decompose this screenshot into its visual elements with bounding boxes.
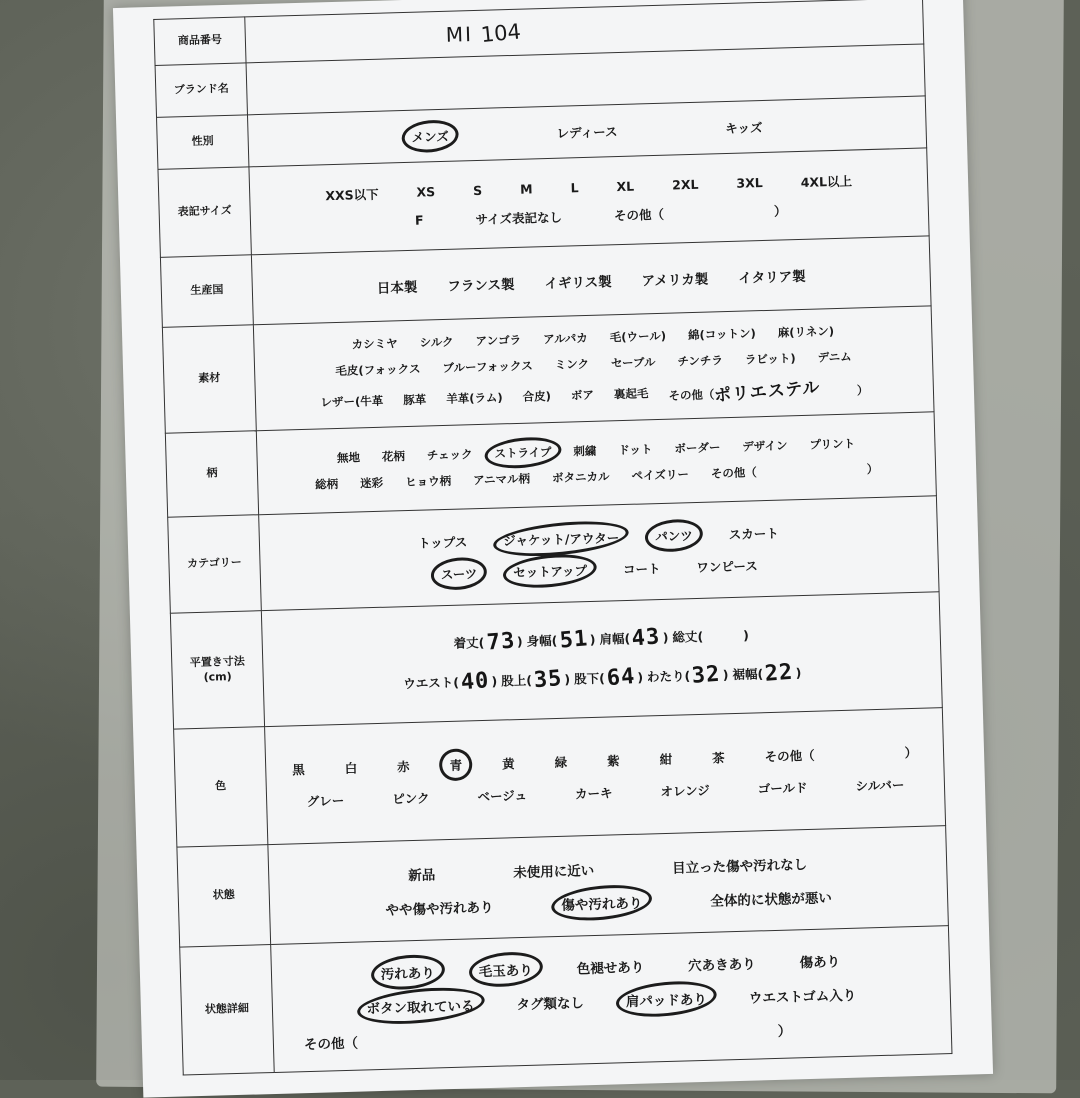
measure-body-width: 身幅 ( 51 ) xyxy=(526,625,596,654)
material-chinchilla: チンチラ xyxy=(677,353,724,369)
row-condition-detail xyxy=(180,926,952,1075)
pattern-border: ボーダー xyxy=(674,439,721,456)
category-suit: スーツ xyxy=(437,562,482,585)
color-gold: ゴールド xyxy=(757,779,808,796)
product-form-table xyxy=(153,0,952,1076)
color-black: 黒 xyxy=(291,761,305,777)
color-khaki: カーキ xyxy=(574,784,613,801)
detail-other: その他（） xyxy=(303,1023,792,1053)
country-usa: アメリカ製 xyxy=(641,271,709,289)
measure-length: 着丈 ( 73 ) xyxy=(453,627,523,656)
color-gray: グレー xyxy=(306,792,345,809)
category-pants: パンツ xyxy=(651,523,697,546)
measure-inseam: 股下 ( 64 ) xyxy=(573,663,644,691)
pattern-other: その他（ ） xyxy=(710,461,879,481)
color-blue: 青 xyxy=(445,753,466,776)
detail-no-tags: タグ類なし xyxy=(516,994,585,1013)
material-brushed: 裏起毛 xyxy=(613,385,649,401)
category-skirt: スカート xyxy=(728,525,779,542)
pattern-camo: 迷彩 xyxy=(359,475,384,490)
pattern-dot: ドット xyxy=(618,441,653,457)
measurement-values xyxy=(261,592,942,727)
category-options xyxy=(259,496,939,611)
detail-elastic-waist: ウエストゴム入り xyxy=(748,987,857,1007)
measure-waist: ウエスト ( 40 ) xyxy=(403,667,498,695)
country-france: フランス製 xyxy=(447,276,515,295)
pattern-embroidery: 刺繍 xyxy=(573,443,597,458)
label-color: 色 xyxy=(174,727,268,847)
detail-fading: 色褪せあり xyxy=(576,959,645,978)
color-silver: シルバー xyxy=(855,776,905,794)
label-gender: 性別 xyxy=(157,115,249,170)
pattern-all-over: 総柄 xyxy=(314,476,339,492)
condition-like-new: 未使用に近い xyxy=(513,862,595,881)
detail-holes: 穴あきあり xyxy=(687,956,756,974)
color-brown: 茶 xyxy=(711,749,725,766)
color-purple: 紫 xyxy=(606,752,620,769)
detail-stains: 汚れあり xyxy=(376,959,439,985)
product-number-printed: MI xyxy=(445,21,474,47)
condition-no-damage: 目立った傷や汚れなし xyxy=(671,856,808,877)
measure-rise: 股上 ( 35 ) xyxy=(500,665,571,693)
size-other: その他（ ） xyxy=(613,202,787,223)
condition-slight-damage: やや傷や汚れあり xyxy=(385,899,494,919)
pattern-design: デザイン xyxy=(742,437,788,454)
pattern-stripe: ストライプ xyxy=(490,441,555,463)
color-other: その他（ ） xyxy=(764,744,918,764)
size-f: F xyxy=(414,212,424,228)
option-ladies: レディース xyxy=(556,123,618,141)
color-pink: ピンク xyxy=(392,790,430,807)
category-onepiece: ワンピース xyxy=(696,557,758,575)
size-s: S xyxy=(472,182,483,199)
detail-pilling: 毛玉あり xyxy=(474,956,537,982)
size-xl: XL xyxy=(616,178,635,195)
size-4xl: 4XL以上 xyxy=(800,173,853,190)
size-3xl: 3XL xyxy=(736,175,763,191)
pattern-paisley: ペイズリー xyxy=(631,466,690,483)
condition-poor: 全体的に状態が悪い xyxy=(710,889,833,910)
material-denim: デニム xyxy=(817,349,852,365)
label-pattern: 柄 xyxy=(165,431,258,518)
condition-detail-options xyxy=(271,926,952,1073)
condition-new: 新品 xyxy=(408,866,436,884)
size-2xl: 2XL xyxy=(671,176,699,193)
option-mens: メンズ xyxy=(407,124,453,147)
label-measurements: 平置き寸法 (cm) xyxy=(170,611,264,729)
measurements-unit: (cm) xyxy=(203,669,232,684)
pattern-animal: アニマル柄 xyxy=(472,471,531,487)
color-orange: オレンジ xyxy=(660,782,711,799)
color-green: 緑 xyxy=(554,754,568,770)
product-sheet xyxy=(113,0,993,1098)
color-yellow: 黄 xyxy=(501,755,515,772)
label-condition-detail: 状態詳細 xyxy=(180,945,275,1075)
size-xxs: XXS以下 xyxy=(325,186,379,203)
measure-total-length: 総丈 ( ) xyxy=(672,627,750,645)
country-uk: イギリス製 xyxy=(544,273,612,292)
material-alpaca: アルパカ xyxy=(542,330,589,347)
material-wool: 毛(ウール) xyxy=(609,328,667,345)
material-rabbit: ラビット) xyxy=(744,351,796,367)
label-brand: ブランド名 xyxy=(155,63,247,118)
detail-scratches: 傷あり xyxy=(799,953,841,971)
measure-shoulder: 肩幅 ( 43 ) xyxy=(599,623,669,652)
material-options xyxy=(253,306,934,431)
label-country: 生産国 xyxy=(160,255,253,328)
condition-damaged: 傷や汚れあり xyxy=(557,889,647,915)
material-other: その他（ポリエステル ） xyxy=(664,372,873,407)
color-beige: ベージュ xyxy=(477,787,528,804)
material-cotton: 綿(コットン) xyxy=(687,326,757,343)
country-italy: イタリア製 xyxy=(737,268,806,287)
material-leather-pig: 豚革 xyxy=(403,391,427,407)
category-coat: コート xyxy=(622,560,661,577)
category-tops: トップス xyxy=(417,533,468,551)
row-measurements xyxy=(170,592,942,729)
pattern-plain: 無地 xyxy=(336,449,361,465)
material-linen: 麻(リネン) xyxy=(777,324,835,340)
label-category: カテゴリー xyxy=(168,515,262,614)
detail-button-missing: ボタン取れている xyxy=(362,992,479,1019)
material-boa: ボア xyxy=(570,387,595,402)
pattern-botanical: ボタニカル xyxy=(551,468,610,485)
material-angora: アンゴラ xyxy=(475,332,522,349)
measure-hem: 裾幅 ( 22 ) xyxy=(732,659,802,687)
material-silk: シルク xyxy=(419,334,454,350)
color-red: 赤 xyxy=(396,758,410,774)
label-condition: 状態 xyxy=(177,845,271,948)
category-setup: セットアップ xyxy=(509,558,591,582)
material-blue-fox: ブルーフォックス xyxy=(442,358,533,376)
option-kids: キッズ xyxy=(725,119,763,136)
pattern-leopard: ヒョウ柄 xyxy=(404,473,452,489)
material-leather-cow: レザー(牛革 xyxy=(320,393,384,409)
category-jacket-outer: ジャケット/アウター xyxy=(499,526,624,551)
label-material: 素材 xyxy=(162,325,256,433)
row-color xyxy=(174,708,946,847)
detail-shoulder-pads: 肩パッドあり xyxy=(622,985,712,1011)
material-mink: ミンク xyxy=(554,356,590,372)
size-xs: XS xyxy=(416,184,436,200)
material-synthetic: 合皮) xyxy=(522,388,552,404)
color-options xyxy=(265,708,946,845)
size-m: M xyxy=(519,181,533,197)
label-size: 表記サイズ xyxy=(158,167,251,258)
product-number-handwritten: 104 xyxy=(479,18,523,47)
pattern-print: プリント xyxy=(809,436,856,452)
country-japan: 日本製 xyxy=(376,279,418,297)
pattern-floral: 花柄 xyxy=(381,448,406,464)
label-product-number: 商品番号 xyxy=(154,17,246,66)
color-navy: 紺 xyxy=(659,751,673,767)
size-l: L xyxy=(570,180,579,196)
material-cashmere: カシミヤ xyxy=(351,336,398,352)
measure-thigh: わたり ( 32 ) xyxy=(646,661,729,689)
material-sable: セーブル xyxy=(610,355,656,371)
material-other-handwritten: ポリエステル xyxy=(713,377,822,407)
color-white: 白 xyxy=(344,760,358,776)
material-fox: 毛皮(フォックス xyxy=(335,361,421,379)
pattern-check: チェック xyxy=(426,446,473,462)
size-no-label: サイズ表記なし xyxy=(475,209,563,227)
condition-options xyxy=(268,826,949,945)
material-leather-lamb: 羊革(ラム) xyxy=(446,389,503,406)
